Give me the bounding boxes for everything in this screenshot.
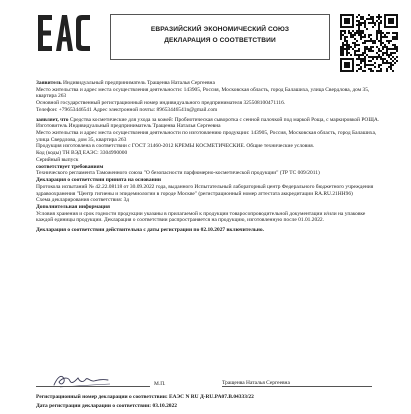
basis-label-text: Декларация о соответствии принята на основании	[36, 177, 161, 184]
validity-line	[36, 227, 382, 234]
registration-date-line	[36, 402, 382, 411]
batch-type: Серийный выпуск	[36, 156, 79, 163]
applicant-label: Заявитель	[36, 80, 62, 86]
registration-date: 03.10.2022	[152, 403, 177, 409]
manufacturer-standard: Продукция изготовлена в соответствии с ГОСТ 31460-2012 КРЕМЫ КОСМЕТИЧЕСКИЕ. Общие технические условия.	[36, 143, 315, 150]
eac-logo	[36, 11, 92, 55]
basis-text: Протокола испытаний № 42.22.08118 от 30.09.2022 года, выданного Испытательный лабораторный центр Федерального бюджетного учреждения здравоохранения "Центр гигиены и эпидемиологии в городе Москве" (регистрационный номер аттестата аккредитации RA.RU.21HH96)	[36, 183, 374, 197]
signature-line	[36, 386, 150, 387]
registration-date-label: Дата регистрации декларации о соответствии:	[36, 403, 152, 409]
document-title: ДЕКЛАРАЦИЯ О СООТВЕТСТВИИ	[164, 37, 276, 44]
additional-text: Условия хранения и срок годности продукции указаны в прилагаемой к продукции товаросопроводительной документации и/или на упаковке каждой единицы продукции. Декларация о соответствии распространяется на продукцию, изготовленную после 01.01.2022.	[36, 210, 366, 224]
registration-info	[36, 393, 382, 411]
manufacturer-line: Изготовитель Индивидуальный предприниматель Тращенва Наталья Сергеевна	[36, 123, 221, 130]
registration-number: ЕАЭС N RU Д-RU.PA07.B.04333/22	[169, 394, 254, 400]
union-title: ЕВРАЗИЙСКИЙ ЭКОНОМИЧЕСКИЙ СОЮЗ	[150, 26, 290, 33]
basis-label	[36, 177, 382, 184]
requirements-label-text: соответствует требованиям	[36, 163, 104, 170]
validity-suffix: включительно.	[225, 227, 264, 234]
validity-label: Декларация о соответствии действительна с даты регистрации по	[36, 227, 200, 234]
signature-area	[36, 376, 382, 390]
registration-number-line	[36, 393, 382, 402]
manufacturer-address: Место жительства и адрес места осуществления деятельности по изготовлению продукции: 143905, Россия, Московская область, город Балашиха, улица Свердлова, дом 35, квартира 263	[36, 130, 377, 143]
signer-name-line	[222, 386, 372, 387]
applicant-line	[36, 80, 382, 87]
header-box	[110, 14, 330, 60]
qr-code-icon	[340, 14, 398, 72]
product-description: Средства косметические для ухода за кожей: Пробиотическая сыворотка с сенной палочкой под маркой Роща, с маркировкой РОЩА.	[68, 116, 380, 123]
validity-date: 02.10.2027	[200, 227, 226, 234]
stamp-place-label: М.П.	[154, 381, 166, 387]
hs-code: Код (коды) ТН ВЭД ЕАЭС: 3304990000	[36, 150, 128, 157]
applicant-name: Индивидуальный предприниматель Тращенва Наталья Сергеевна	[61, 80, 215, 86]
applicant-ogrn: Основной государственный регистрационный номер индивидуального предпринимателя 325508100471116.	[36, 100, 286, 107]
requirements-text: Технического регламента Таможенного союза "О безопасности парфюмерно-косметической продукции" (ТР ТС 009/2011)	[36, 170, 320, 177]
additional-label-text: Дополнительная информация	[36, 203, 111, 210]
applicant-address: Место жительства и адрес места осуществления деятельности: 143905, Россия, Московская область, город Балашиха, улица Свердлова, дом 35, квартира 263	[36, 86, 370, 100]
declaration-scheme: Схема декларирования соответствия: 3д	[36, 197, 130, 204]
signature-graphic	[50, 370, 120, 390]
registration-number-label: Регистрационный номер декларации о соответствии:	[36, 394, 168, 400]
additional-label	[36, 204, 382, 211]
declares-label: заявляет, что	[36, 116, 69, 123]
signer-name: Тращенва Наталья Сергеевна	[222, 380, 290, 386]
declaration-body	[36, 80, 382, 234]
applicant-contacts: Телефон: +79653446541 Адрес электронной почты: 89653446541n@gmail.com	[36, 106, 218, 113]
